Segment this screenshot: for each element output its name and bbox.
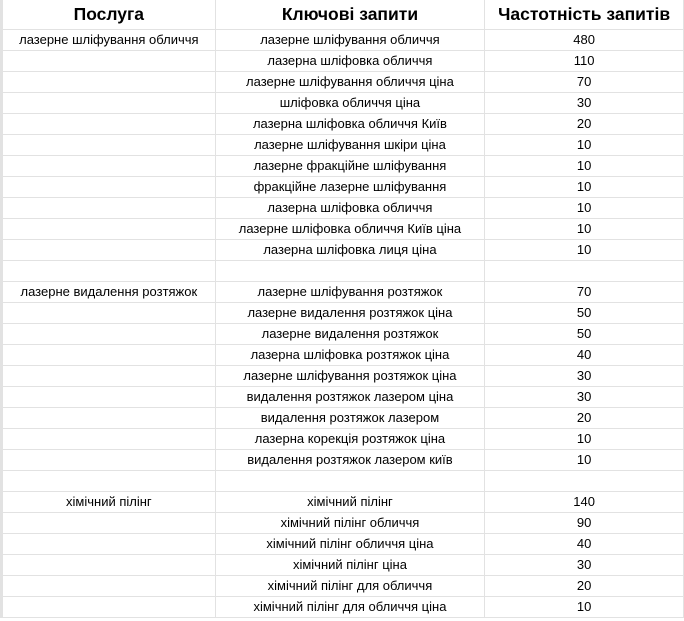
cell-keyword[interactable]: лазерне шліфування розтяжок bbox=[215, 282, 485, 303]
cell-service[interactable] bbox=[2, 135, 216, 156]
cell-keyword[interactable]: лазерне видалення розтяжок bbox=[215, 324, 485, 345]
cell-keyword[interactable]: хімічний пілінг обличчя bbox=[215, 513, 485, 534]
cell-keyword[interactable]: лазерне шліфування шкіри ціна bbox=[215, 135, 485, 156]
cell-frequency[interactable]: 10 bbox=[485, 240, 684, 261]
table-row bbox=[2, 555, 684, 576]
table-row bbox=[2, 93, 684, 114]
cell-service[interactable] bbox=[2, 198, 216, 219]
cell-keyword[interactable]: лазерна шліфовка обличчя Київ bbox=[215, 114, 485, 135]
cell-service[interactable] bbox=[2, 303, 216, 324]
table-row bbox=[2, 450, 684, 471]
cell-service[interactable] bbox=[2, 345, 216, 366]
cell-frequency[interactable]: 70 bbox=[485, 72, 684, 93]
cell-frequency[interactable]: 110 bbox=[485, 51, 684, 72]
cell-keyword[interactable]: лазерне фракційне шліфування bbox=[215, 156, 485, 177]
cell-service[interactable] bbox=[2, 72, 216, 93]
cell-frequency[interactable]: 20 bbox=[485, 408, 684, 429]
cell-service[interactable] bbox=[2, 240, 216, 261]
table-row bbox=[2, 471, 684, 492]
cell-service[interactable] bbox=[2, 429, 216, 450]
cell-service[interactable] bbox=[2, 219, 216, 240]
cell-frequency[interactable]: 480 bbox=[485, 30, 684, 51]
cell-frequency[interactable]: 20 bbox=[485, 114, 684, 135]
table-row bbox=[2, 429, 684, 450]
cell-keyword[interactable]: лазерне шліфування обличчя bbox=[215, 30, 485, 51]
table-row bbox=[2, 324, 684, 345]
cell-service[interactable] bbox=[2, 261, 216, 282]
cell-service[interactable]: хімічний пілінг bbox=[2, 492, 216, 513]
cell-keyword[interactable]: лазерне видалення розтяжок ціна bbox=[215, 303, 485, 324]
table-row bbox=[2, 513, 684, 534]
cell-keyword[interactable]: видалення розтяжок лазером ціна bbox=[215, 387, 485, 408]
cell-service[interactable] bbox=[2, 450, 216, 471]
cell-service[interactable]: лазерне видалення розтяжок bbox=[2, 282, 216, 303]
cell-keyword[interactable]: хімічний пілінг bbox=[215, 492, 485, 513]
table-row bbox=[2, 72, 684, 93]
cell-keyword[interactable]: шліфовка обличчя ціна bbox=[215, 93, 485, 114]
cell-frequency[interactable]: 10 bbox=[485, 219, 684, 240]
cell-keyword[interactable]: лазерне шліфовка обличчя Київ ціна bbox=[215, 219, 485, 240]
cell-keyword[interactable]: лазерна шліфовка обличчя bbox=[215, 51, 485, 72]
header-row bbox=[2, 0, 684, 30]
cell-service[interactable] bbox=[2, 597, 216, 618]
cell-frequency[interactable] bbox=[485, 471, 684, 492]
table-row bbox=[2, 345, 684, 366]
cell-keyword[interactable]: лазерна шліфовка обличчя bbox=[215, 198, 485, 219]
cell-keyword[interactable]: видалення розтяжок лазером київ bbox=[215, 450, 485, 471]
cell-service[interactable]: лазерне шліфування обличчя bbox=[2, 30, 216, 51]
cell-frequency[interactable]: 20 bbox=[485, 576, 684, 597]
cell-frequency[interactable]: 140 bbox=[485, 492, 684, 513]
cell-service[interactable] bbox=[2, 156, 216, 177]
cell-frequency[interactable]: 30 bbox=[485, 387, 684, 408]
cell-frequency[interactable]: 90 bbox=[485, 513, 684, 534]
cell-keyword[interactable]: хімічний пілінг для обличчя bbox=[215, 576, 485, 597]
cell-frequency[interactable] bbox=[485, 261, 684, 282]
cell-frequency[interactable]: 10 bbox=[485, 177, 684, 198]
cell-keyword[interactable]: лазерна корекція розтяжок ціна bbox=[215, 429, 485, 450]
cell-service[interactable] bbox=[2, 114, 216, 135]
cell-keyword[interactable] bbox=[215, 261, 485, 282]
cell-frequency[interactable]: 30 bbox=[485, 366, 684, 387]
cell-keyword[interactable]: хімічний пілінг для обличчя ціна bbox=[215, 597, 485, 618]
table-row bbox=[2, 240, 684, 261]
table-row bbox=[2, 114, 684, 135]
cell-keyword[interactable]: лазерне шліфування розтяжок ціна bbox=[215, 366, 485, 387]
cell-keyword[interactable]: лазерна шліфовка розтяжок ціна bbox=[215, 345, 485, 366]
cell-service[interactable] bbox=[2, 513, 216, 534]
cell-keyword[interactable]: лазерне шліфування обличчя ціна bbox=[215, 72, 485, 93]
table-row bbox=[2, 30, 684, 51]
cell-service[interactable] bbox=[2, 471, 216, 492]
cell-frequency[interactable]: 10 bbox=[485, 198, 684, 219]
cell-service[interactable] bbox=[2, 51, 216, 72]
cell-frequency[interactable]: 40 bbox=[485, 534, 684, 555]
cell-keyword[interactable] bbox=[215, 471, 485, 492]
table-row bbox=[2, 597, 684, 618]
cell-keyword[interactable]: фракційне лазерне шліфування bbox=[215, 177, 485, 198]
cell-frequency[interactable]: 10 bbox=[485, 450, 684, 471]
cell-service[interactable] bbox=[2, 387, 216, 408]
table-row bbox=[2, 366, 684, 387]
cell-frequency[interactable]: 10 bbox=[485, 429, 684, 450]
cell-service[interactable] bbox=[2, 576, 216, 597]
cell-keyword[interactable]: хімічний пілінг ціна bbox=[215, 555, 485, 576]
table-row bbox=[2, 534, 684, 555]
cell-frequency[interactable]: 50 bbox=[485, 324, 684, 345]
cell-service[interactable] bbox=[2, 93, 216, 114]
cell-service[interactable] bbox=[2, 408, 216, 429]
cell-service[interactable] bbox=[2, 534, 216, 555]
table-row bbox=[2, 261, 684, 282]
cell-service[interactable] bbox=[2, 324, 216, 345]
cell-frequency[interactable]: 10 bbox=[485, 135, 684, 156]
table-row bbox=[2, 576, 684, 597]
cell-frequency[interactable]: 10 bbox=[485, 156, 684, 177]
table-row bbox=[2, 387, 684, 408]
cell-frequency[interactable]: 10 bbox=[485, 597, 684, 618]
cell-keyword[interactable]: хімічний пілінг обличчя ціна bbox=[215, 534, 485, 555]
cell-frequency[interactable]: 30 bbox=[485, 555, 684, 576]
cell-frequency[interactable]: 30 bbox=[485, 93, 684, 114]
cell-service[interactable] bbox=[2, 177, 216, 198]
table-row bbox=[2, 51, 684, 72]
cell-service[interactable] bbox=[2, 555, 216, 576]
table-row bbox=[2, 198, 684, 219]
cell-service[interactable] bbox=[2, 366, 216, 387]
header-frequency[interactable]: Частотність запитів bbox=[485, 0, 684, 30]
cell-frequency[interactable]: 70 bbox=[485, 282, 684, 303]
table-row bbox=[2, 492, 684, 513]
header-service[interactable]: Послуга bbox=[2, 0, 216, 30]
cell-frequency[interactable]: 50 bbox=[485, 303, 684, 324]
table-row bbox=[2, 156, 684, 177]
table-row bbox=[2, 177, 684, 198]
table-row bbox=[2, 408, 684, 429]
table-row bbox=[2, 219, 684, 240]
cell-keyword[interactable]: лазерна шліфовка лиця ціна bbox=[215, 240, 485, 261]
table-row bbox=[2, 303, 684, 324]
cell-frequency[interactable]: 40 bbox=[485, 345, 684, 366]
cell-keyword[interactable]: видалення розтяжок лазером bbox=[215, 408, 485, 429]
table-row bbox=[2, 282, 684, 303]
table-row bbox=[2, 135, 684, 156]
header-keywords[interactable]: Ключові запити bbox=[215, 0, 485, 30]
